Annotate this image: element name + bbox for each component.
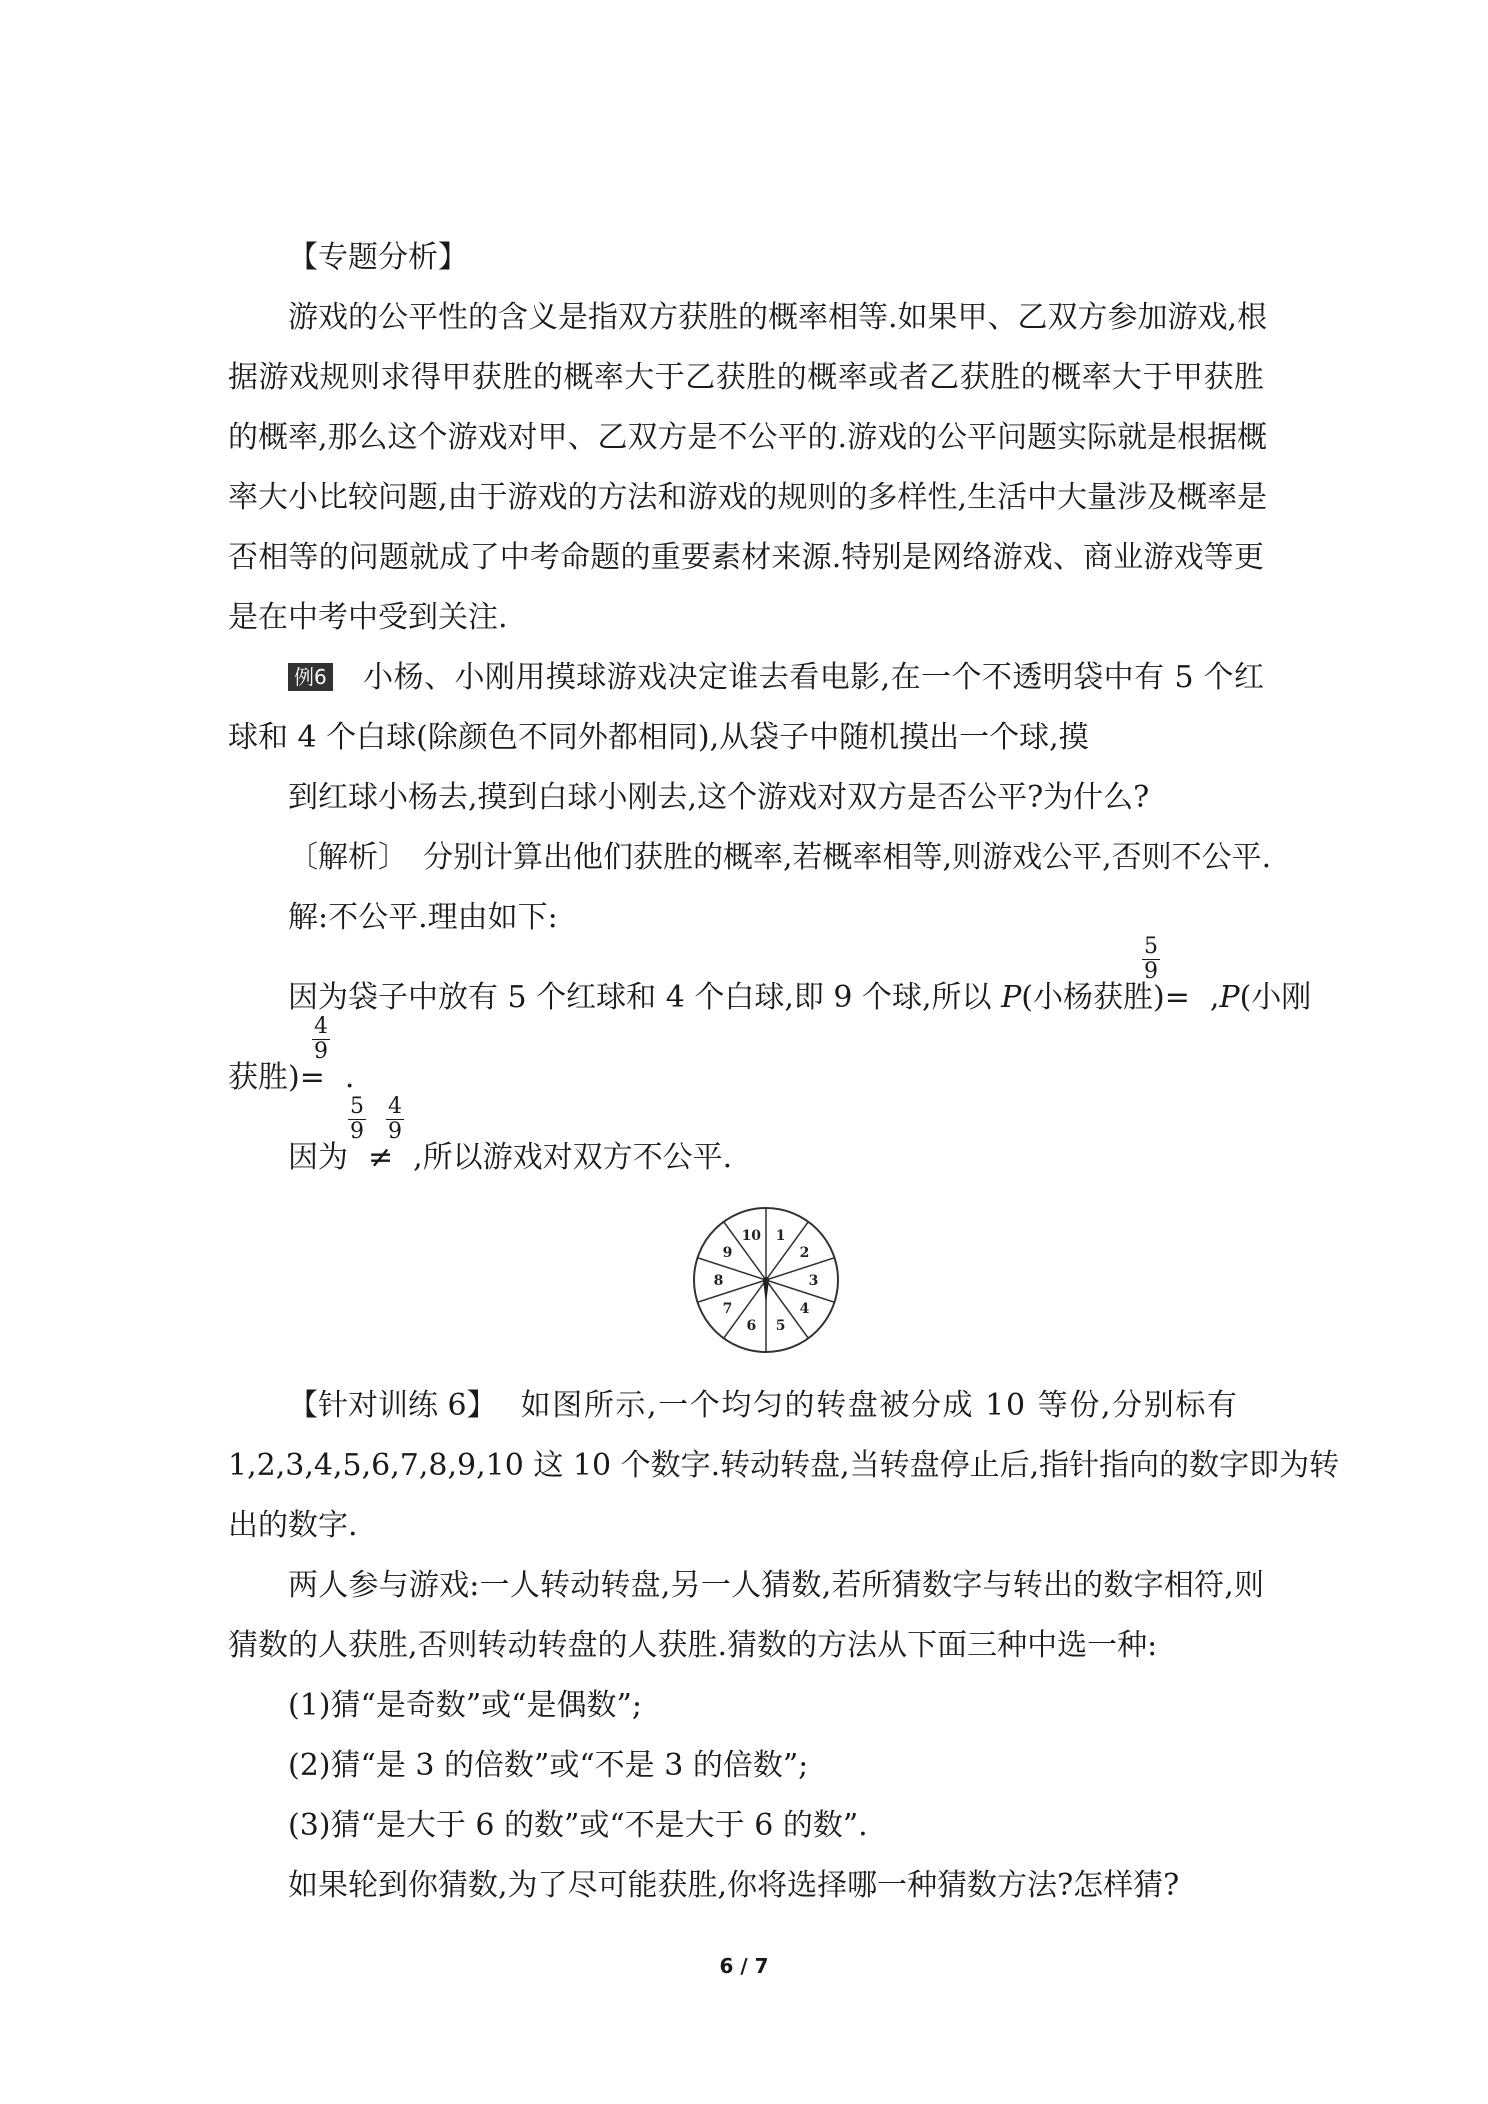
analysis-note: 〔解析〕 分别计算出他们获胜的概率,若概率相等,则游戏公平,否则不公平. xyxy=(288,840,1272,875)
spinner-pointer xyxy=(763,1280,769,1304)
solution-text-2c: , xyxy=(1209,980,1220,1015)
sector-label: 2 xyxy=(799,1245,810,1262)
sector-divider xyxy=(766,1258,834,1280)
training-text-1: 如图所示,一个均匀的转盘被分成 10 等份,分别标有 xyxy=(520,1388,1239,1423)
example-line-2: 球和 4 个白球(除颜色不同外都相同),从袋子中随机摸出一个球,摸 xyxy=(228,720,1089,755)
example-badge: 例6 xyxy=(288,663,333,691)
training-line-1 xyxy=(288,1386,1239,1426)
option-2: (2)猜“是 3 的倍数”或“不是 3 的倍数”; xyxy=(288,1748,809,1783)
sector-label: 10 xyxy=(741,1227,762,1244)
sector-label: 6 xyxy=(746,1318,757,1335)
analysis-line-2: 据游戏规则求得甲获胜的概率大于乙获胜的概率或者乙获胜的概率大于甲获胜 xyxy=(228,360,1264,395)
solution-line-3 xyxy=(228,1058,354,1098)
example-line-3: 到红球小杨去,摸到白球小刚去,这个游戏对双方是否公平?为什么? xyxy=(288,780,1150,815)
solution-text-3a: 获胜)= xyxy=(228,1060,325,1095)
page-number: 6 / 7 xyxy=(719,1954,769,1978)
analysis-line-6: 是在中考中受到关注. xyxy=(228,600,508,635)
question-line: 如果轮到你猜数,为了尽可能获胜,你将选择哪一种猜数方法?怎样猜? xyxy=(288,1868,1180,1903)
fraction-denominator: 9 xyxy=(350,1119,364,1144)
training-line-2: 1,2,3,4,5,6,7,8,9,10 这 10 个数字.转动转盘,当转盘停止后,指针指向的数字即为转 xyxy=(228,1448,1340,1483)
fraction-4-9-b xyxy=(386,1095,404,1144)
prob-symbol: P xyxy=(1001,980,1022,1015)
sector-label: 7 xyxy=(722,1300,733,1317)
solution-line-1: 解:不公平.理由如下: xyxy=(288,900,558,935)
analysis-line-3: 的概率,那么这个游戏对甲、乙双方是不公平的.游戏的公平问题实际就是根据概 xyxy=(228,420,1268,455)
solution-text-2d: (小刚 xyxy=(1239,980,1312,1015)
training-line-4: 两人参与游戏:一人转动转盘,另一人猜数,若所猜数字与转出的数字相符,则 xyxy=(288,1568,1264,1603)
sector-divider xyxy=(698,1280,766,1302)
sector-divider xyxy=(698,1258,766,1280)
fraction-denominator: 9 xyxy=(1144,959,1158,984)
solution-text-2b: (小杨获胜)= xyxy=(1021,980,1190,1015)
analysis-line-5: 否相等的问题就成了中考命题的重要素材来源.特别是网络游戏、商业游戏等更 xyxy=(228,540,1264,575)
sector-label: 3 xyxy=(808,1273,819,1289)
training-heading: 【针对训练 6】 xyxy=(288,1388,497,1423)
example-text-1: 小杨、小刚用摸球游戏决定谁去看电影,在一个不透明袋中有 5 个红 xyxy=(362,660,1264,695)
analysis-line-1: 游戏的公平性的含义是指双方获胜的概率相等.如果甲、乙双方参加游戏,根 xyxy=(288,300,1268,335)
training-line-5: 猜数的人获胜,否则转动转盘的人获胜.猜数的方法从下面三种中选一种: xyxy=(228,1628,1158,1663)
solution-line-2 xyxy=(288,978,1311,1018)
solution-text-4a: 因为 xyxy=(288,1140,348,1175)
sector-label: 5 xyxy=(775,1318,786,1335)
sector-label: 8 xyxy=(713,1273,724,1289)
solution-text-2a: 因为袋子中放有 5 个红球和 4 个白球,即 9 个球,所以 xyxy=(288,980,1002,1015)
option-1: (1)猜“是奇数”或“是偶数”; xyxy=(288,1688,642,1723)
sector-divider xyxy=(766,1280,834,1302)
fraction-denominator: 9 xyxy=(314,1039,328,1064)
training-line-3: 出的数字. xyxy=(228,1508,358,1543)
solution-text-4b: ,所以游戏对双方不公平. xyxy=(413,1140,733,1175)
fraction-4-9 xyxy=(312,1015,330,1064)
fraction-denominator: 9 xyxy=(388,1119,402,1144)
analysis-line-4: 率大小比较问题,由于游戏的方法和游戏的规则的多样性,生活中大量涉及概率是 xyxy=(228,480,1268,515)
fraction-numerator: 4 xyxy=(314,1014,328,1039)
sector-label: 9 xyxy=(722,1245,733,1262)
sector-label: 4 xyxy=(799,1300,810,1317)
section-heading: 【专题分析】 xyxy=(288,240,468,275)
not-equal-sign: ≠ xyxy=(368,1140,394,1175)
fraction-numerator: 5 xyxy=(1144,934,1158,959)
fraction-5-9-a xyxy=(1142,935,1160,984)
fraction-5-9-b xyxy=(348,1095,366,1144)
spinner-hub xyxy=(763,1277,769,1283)
solution-line-4 xyxy=(288,1138,732,1178)
fraction-numerator: 5 xyxy=(350,1094,364,1119)
spinner-diagram xyxy=(686,1200,846,1360)
example-line-1 xyxy=(288,658,1264,698)
sector-label: 1 xyxy=(775,1227,786,1244)
fraction-numerator: 4 xyxy=(388,1094,402,1119)
option-3: (3)猜“是大于 6 的数”或“不是大于 6 的数”. xyxy=(288,1808,868,1843)
solution-text-3b: . xyxy=(344,1060,355,1095)
prob-symbol: P xyxy=(1219,980,1240,1015)
